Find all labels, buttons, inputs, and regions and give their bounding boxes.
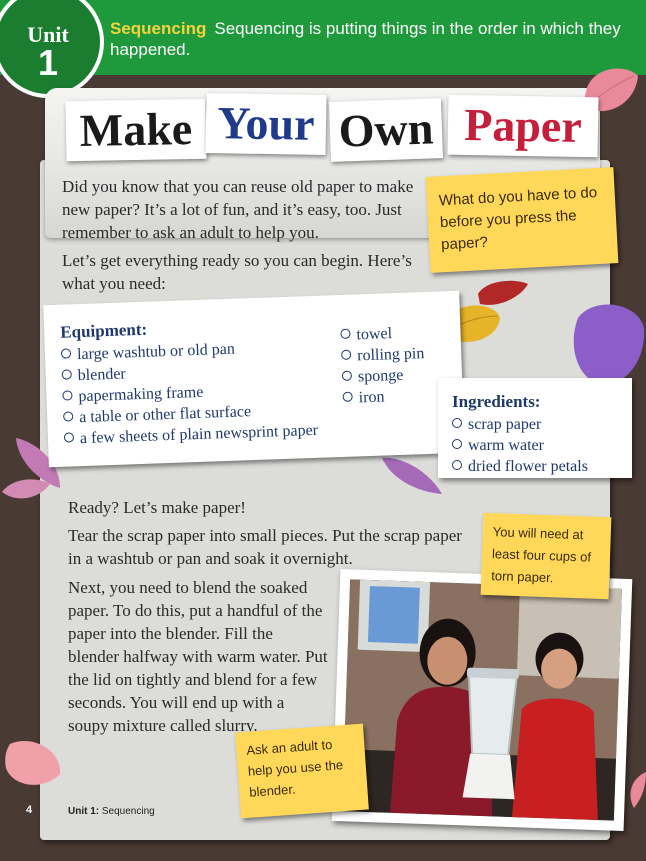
purple-petal-middle bbox=[378, 452, 444, 498]
equipment-list-left bbox=[61, 336, 319, 450]
mother-son-blender-illustration bbox=[342, 579, 622, 820]
list-item: iron bbox=[342, 385, 426, 409]
title-word-paper: Paper bbox=[447, 95, 598, 158]
ingredients-heading: Ingredients: bbox=[452, 392, 541, 411]
question-sticky-note: What do you have to do before you press the paper? bbox=[426, 167, 619, 273]
page-number: 4 bbox=[26, 804, 33, 816]
title-word-own: Own bbox=[329, 98, 443, 162]
title-word-make: Make bbox=[65, 99, 206, 161]
list-item: dried flower petals bbox=[452, 456, 588, 477]
ingredients-list bbox=[452, 414, 588, 477]
skill-definition bbox=[110, 18, 630, 60]
list-item: a table or other flat surface bbox=[63, 399, 318, 429]
lets-make-paper-line: Ready? Let’s make paper! bbox=[68, 498, 246, 517]
equipment-list-right bbox=[340, 322, 426, 409]
footer-unit-prefix: Unit 1: bbox=[68, 806, 100, 817]
list-item: large washtub or old pan bbox=[61, 336, 316, 366]
unit-word: Unit bbox=[27, 22, 69, 47]
equipment-heading: Equipment: bbox=[59, 319, 148, 342]
list-item: a few sheets of plain newsprint paper bbox=[64, 420, 319, 450]
pink-petal-left bbox=[0, 474, 52, 504]
adult-sticky-note: Ask an adult to help you use the blender. bbox=[235, 724, 369, 819]
list-item: papermaking frame bbox=[62, 378, 317, 408]
list-item: warm water bbox=[452, 435, 588, 456]
blender-photo bbox=[332, 569, 633, 831]
cups-sticky-note: You will need at least four cups of torn paper. bbox=[481, 513, 612, 599]
footer-unit-label bbox=[68, 806, 155, 817]
list-item: towel bbox=[340, 322, 424, 346]
pink-petal-bottom-left bbox=[2, 734, 64, 790]
intro-paragraph: Did you know that you can reuse old paper to make new paper? It’s a lot of fun, and it’s easy, too. Just remember to ask an adult to help you. bbox=[62, 177, 414, 242]
ingredients-card bbox=[438, 378, 632, 478]
list-item: blender bbox=[61, 357, 316, 387]
list-item: sponge bbox=[342, 364, 426, 388]
photo-illustration bbox=[342, 579, 622, 820]
list-item: rolling pin bbox=[341, 343, 425, 367]
footer-unit-topic: Sequencing bbox=[101, 806, 155, 817]
skill-name: Sequencing bbox=[110, 19, 207, 38]
list-item: scrap paper bbox=[452, 414, 588, 435]
title-word-your: Your bbox=[205, 93, 326, 155]
skill-definition-text: Sequencing is putting things in the order in which they happened. bbox=[110, 19, 621, 59]
purple-petal-right bbox=[568, 298, 646, 390]
equipment-card bbox=[43, 291, 464, 467]
unit-number: 1 bbox=[37, 42, 59, 83]
tear-paper-paragraph: Tear the scrap paper into small pieces. Put the scrap paper in a washtub or pan and soak it overnight. bbox=[68, 526, 462, 568]
pink-petal-bottom-right bbox=[626, 770, 646, 810]
get-ready-paragraph: Let’s get everything ready so you can begin. Here’s what you need: bbox=[62, 251, 412, 293]
unit-badge bbox=[0, 0, 104, 98]
blend-paragraph: Next, you need to blend the soaked paper. To do this, put a handful of the paper into the blender. Fill the blender halfway with warm water. Put the lid on tightly and blend for a few seconds. You will end up with a soupy mixture called slurry. bbox=[68, 578, 328, 735]
